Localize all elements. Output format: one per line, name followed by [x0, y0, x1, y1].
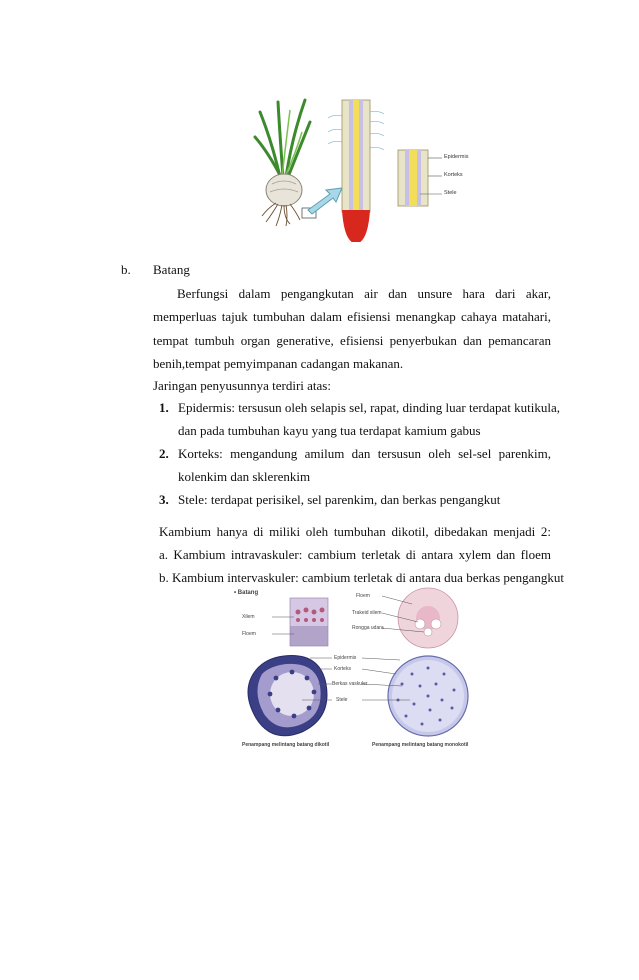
list-item-number: 3. [159, 492, 169, 507]
label-stele: Stele [444, 190, 457, 196]
stem-cross-section-figure [232, 586, 494, 754]
list-item-line: Korteks: mengandung amilum dan tersusun oleh sel-sel parenkim, [178, 446, 551, 461]
label-berkas-vaskuler: Berkas vaskuler [332, 681, 368, 687]
bottom-figure-title: • Batang [234, 590, 259, 596]
paragraph-line-2: memperluas tajuk tumbuhan dalam efisiensi menangkap cahaya matahari, [153, 309, 551, 324]
label-stele-mid: Stele [336, 697, 348, 703]
list-item-number: 1. [159, 400, 169, 415]
paragraph-line-4: benih,tempat pemyimpanan cadangan makanan. [153, 356, 404, 371]
list-item-line: kolenkim dan sklerenkim [178, 469, 311, 484]
caption-monokotil: Penampang melintang batang monokotil [372, 742, 469, 748]
label-korteks: Korteks [444, 172, 463, 178]
label-trakeid-xilem: Trakeid xilem [352, 610, 382, 616]
tissue-intro: Jaringan penyusunnya terdiri atas: [153, 378, 331, 393]
caption-dikotil: Penampang melintang batang dikotil [242, 742, 330, 748]
root-structure-figure [250, 92, 490, 242]
kambium-line-1: Kambium hanya di miliki oleh tumbuhan dikotil, dibedakan menjadi 2: [159, 524, 551, 539]
list-item-line: Epidermis: tersusun oleh selapis sel, rapat, dinding luar terdapat kutikula, [178, 400, 560, 415]
kambium-line-2: a. Kambium intravaskuler: cambium terletak di antara xylem dan floem [159, 547, 551, 562]
label-epidermis: Epidermis [444, 154, 469, 160]
paragraph-line-1: Berfungsi dalam pengangkutan air dan unsure hara dari akar, [177, 286, 551, 301]
section-marker: b. [121, 262, 131, 277]
label-epidermis-mid: Epidermis [334, 655, 357, 661]
label-korteks-mid: Korteks [334, 666, 351, 672]
paragraph-line-3: tempat tumbuh organ generative, efisiensi penyerbukan dan pemancaran [153, 333, 551, 348]
label-xilem: Xilem [242, 614, 255, 620]
kambium-line-3: b. Kambium intervaskuler: cambium terletak di antara dua berkas pengangkut [159, 570, 565, 585]
label-floem-left: Floem [242, 631, 256, 637]
label-rongga-udara: Rongga udara [352, 625, 384, 631]
list-item-number: 2. [159, 446, 169, 461]
section-heading: Batang [153, 262, 190, 277]
label-floem-right: Floem [356, 593, 370, 599]
list-item-line: dan pada tumbuhan kayu yang tua terdapat kamium gabus [178, 423, 481, 438]
list-item-line: Stele: terdapat perisikel, sel parenkim, dan berkas pengangkut [178, 492, 501, 507]
